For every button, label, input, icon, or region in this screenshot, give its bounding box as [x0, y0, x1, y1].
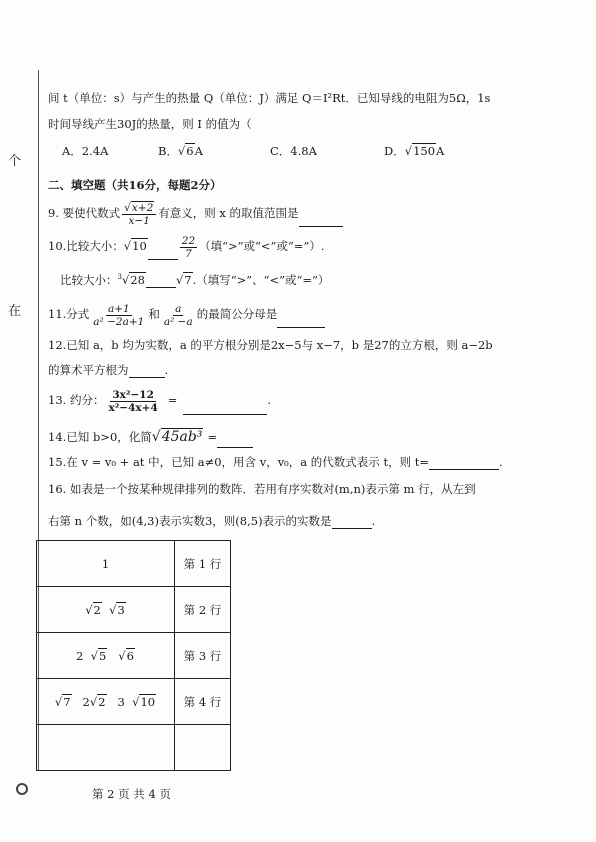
page-footer: 第 2 页 共 4 页: [92, 787, 171, 801]
q11: 11.分式 $\frac{a+1}{\text{a² −2a+1}}$ 和 $\frac{a}{\text{a² −a}}$ 的最简公分母是: [48, 301, 325, 328]
binding-hole-icon: [16, 783, 28, 795]
q16-line2: 右第 n 个数，如(4,3)表示实数3，则(8,5)表示的实数是 .: [48, 514, 376, 528]
row-label: 第 3 行: [175, 633, 231, 679]
row3-values: 2 √5 √6: [37, 633, 175, 679]
side-mark-middle: 在: [8, 304, 22, 319]
table-row: [37, 541, 231, 587]
q14: 14.已知 b>0，化简√45ab³ =: [48, 426, 253, 448]
table-row: [37, 587, 231, 633]
section2-title: 二、填空题（共16分，每题2分）: [48, 178, 222, 192]
row-label: 第 2 行: [175, 587, 231, 633]
q15: 15.在 v = v₀ + at 中，已知 a≠0，用含 v，v₀，a 的代数式表示 t，则 t= .: [48, 455, 503, 469]
q8-option-d: D．√150A: [384, 144, 445, 158]
number-table: [36, 540, 231, 771]
q10-line1: 10.比较大小：√10 $\frac{22}{7}$ （填“>”或“<”或“=”）.: [48, 234, 325, 260]
q9: 9. 要使代数式 $\frac{√x+2}{x-1}$ 有意义，则 x 的取值范围是: [48, 200, 343, 227]
q8-line1: 间 t（单位：s）与产生的热量 Q（单位：J）满足 Q＝I²Rt．已知导线的电阻为5Ω，1s: [48, 91, 491, 105]
q12-line2: 的算术平方根为 .: [48, 363, 169, 377]
table-row: [37, 633, 231, 679]
row5-values: [37, 725, 175, 771]
row-label: [175, 725, 231, 771]
row2-values: √2 √3: [37, 587, 175, 633]
row4-values: √7 2√2 3 √10: [37, 679, 175, 725]
q8-line2: 时间导线产生30J的热量，则 I 的值为（: [48, 117, 252, 131]
row-label: 第 4 行: [175, 679, 231, 725]
q12-line1: 12.已知 a，b 均为实数，a 的平方根分别是2x−5与 x−7，b 是27的立方根，则 a−2b: [48, 338, 493, 352]
q8-option-a: A．2.4A: [62, 144, 109, 158]
q10-line2: 比较大小：$^3$√28 √7.（填写“>”、“<”或“=”）: [60, 273, 330, 287]
table-row: [37, 679, 231, 725]
row-label: 第 1 行: [175, 541, 231, 587]
side-mark-top: 个: [8, 154, 22, 169]
table-row: [37, 725, 231, 771]
q16-line1: 16. 如表是一个按某种规律排列的数阵．若用有序实数对(m,n)表示第 m 行，从左到: [48, 482, 476, 496]
q13: 13. 约分： $\frac{\text{3x²−12}}{\text{x²−4x+4}}$ = .: [48, 388, 272, 414]
q8-option-b: B．√6A: [158, 144, 203, 158]
q8-option-c: C．4.8A: [270, 144, 317, 158]
row1-values: 1: [37, 541, 175, 587]
